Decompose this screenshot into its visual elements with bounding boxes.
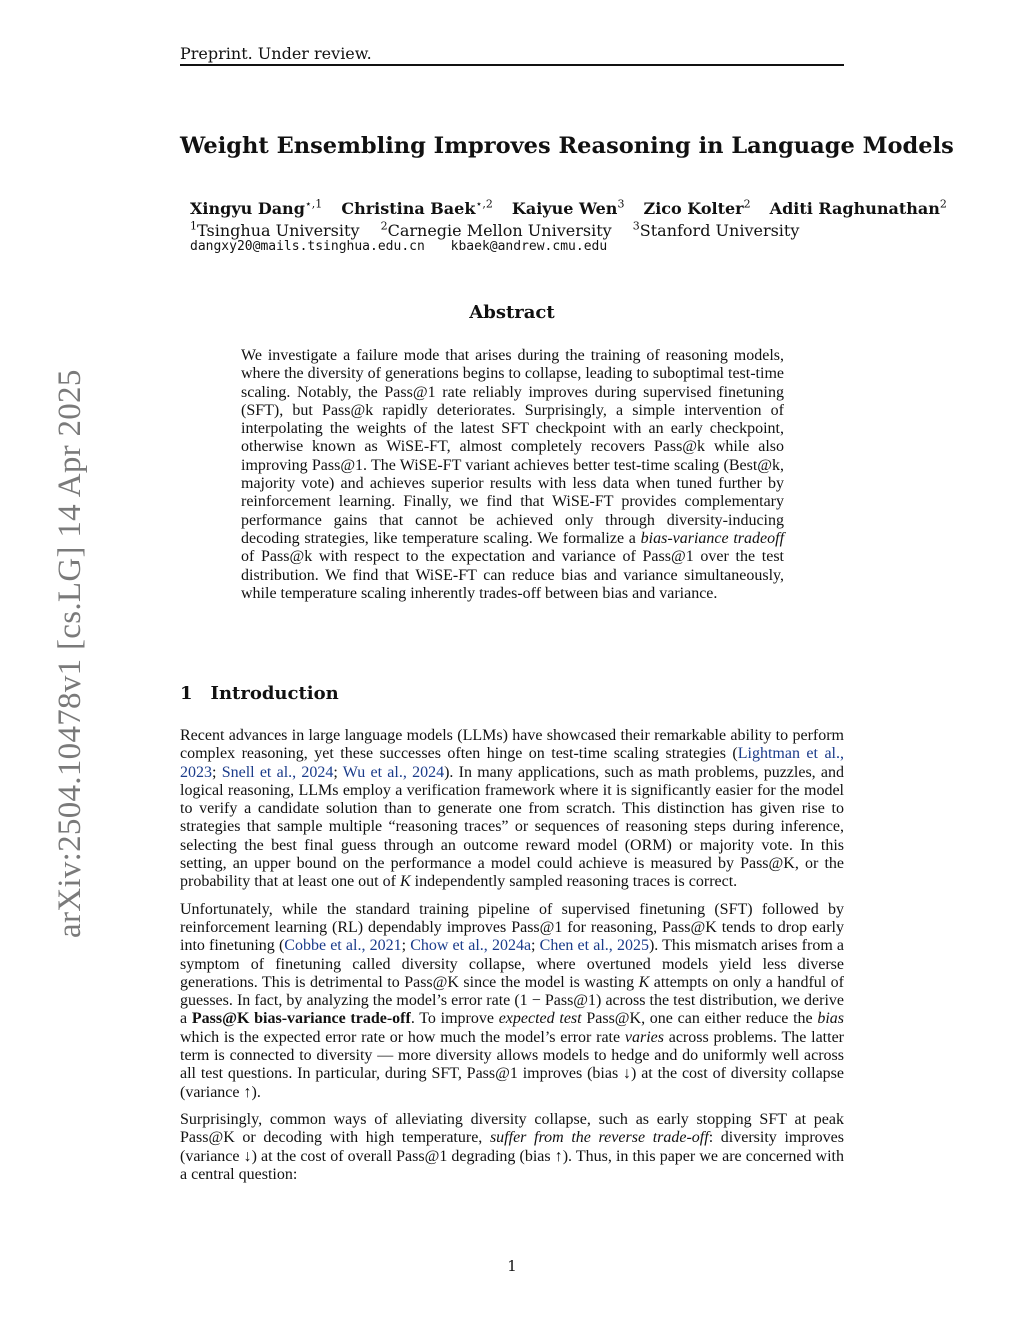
citation-link[interactable]: Cobbe et al., 2021 xyxy=(284,937,402,955)
paragraph: Surprisingly, common ways of alleviating diversity collapse, such as early stopping SFT at peak Pass@K or decoding with high temperature, suffer from the reverse trade-off: diversity improves (variance ↓) at the cost of overall Pass@1 degrading (bias ↑). Thus, in this paper we are concerned with a central question: xyxy=(180,1110,845,1183)
citation-link[interactable]: Snell et al., 2024 xyxy=(221,763,334,781)
section-heading-introduction: 1 Introduction xyxy=(180,683,339,704)
affiliation: $^3$Stanford University xyxy=(632,220,800,241)
email[interactable]: dangxy20@mails.tsinghua.edu.cn xyxy=(190,239,425,254)
header-rule xyxy=(180,64,844,66)
author-name: Kaiyue Wen$^3$ xyxy=(511,198,625,219)
citation-link[interactable]: Wu et al., 2024 xyxy=(342,763,445,781)
author-name: Aditi Raghunathan$^2$ xyxy=(769,198,947,219)
abstract-heading: Abstract xyxy=(469,302,555,323)
paragraph: Unfortunately, while the standard training pipeline of supervised finetuning (SFT) followed by reinforcement learning (RL) dependably improves Pass@1 for reasoning, Pass@K tends to drop early into finetuning (Cobbe et al., 2021; Chow et al., 2024a; Chen et al., 2025). This mismatch arises from a symptom of finetuning called diversity collapse, where overtuned models yield less diverse generations. This is detrimental to Pass@K since the model is wasting K attempts on only a handful of guesses. In fact, by analyzing the model’s error rate (1 − Pass@1) across the test distribution, we derive a Pass@K bias-variance trade-off. To improve expected test Pass@K, one can either reduce the bias which is the expected error rate or how much the model’s error rate varies across problems. The latter term is connected to diversity — more diversity allows models to hedge and do uniformly well across all test questions. In particular, during SFT, Pass@1 improves (bias ↓) at the cost of diversity collapse (variance ↑). xyxy=(180,900,845,1101)
email-list xyxy=(190,237,625,257)
abstract-text: We investigate a failure mode that arises during the training of reasoning models, where the diversity of generations begins to collapse, leading to suboptimal test-time scaling. Notably, the Pass@1 rate reliably improves during supervised finetuning (SFT), but Pass@k rapidly deteriorates. Surprisingly, a simple intervention of interpolating the weights of the latest SFT checkpoint with an early checkpoint, otherwise known as WiSE-FT, almost completely recovers Pass@k while also improving Pass@1. The WiSE-FT variant achieves better test-time scaling (Best@k, majority vote) and achieves superior results with less data when tuned further by reinforcement learning. Finally, we find that WiSE-FT provides complementary performance gains that cannot be achieved only through diversity-inducing decoding strategies, like temperature scaling. We formalize a bias-variance tradeoff of Pass@k with respect to the expectation and variance of Pass@1 over the test distribution. We find that WiSE-FT can reduce bias and variance simultaneously, while temperature scaling inherently trades-off between bias and variance. xyxy=(241,347,785,602)
affiliation: $^2$Carnegie Mellon University xyxy=(380,220,612,241)
page-number: 1 xyxy=(507,1257,517,1275)
author-name: Xingyu Dang$^{⋆,1}$ xyxy=(190,198,323,219)
citation-link[interactable]: Chow et al., 2024a xyxy=(410,937,532,955)
citation-link[interactable]: Lightman et al., 2023 xyxy=(180,745,844,781)
running-header: Preprint. Under review. xyxy=(180,44,372,63)
author-name: Christina Baek$^{⋆,2}$ xyxy=(341,198,493,219)
paragraph: Recent advances in large language models (LLMs) have showcased their remarkable ability to perform complex reasoning, yet these successes often hinge on test-time scaling strategies (Lightman et al., 2023; Snell et al., 2024; Wu et al., 2024). In many applications, such as math problems, puzzles, and logical reasoning, LLMs employ a verification framework where it is significantly easier for the model to verify a candidate solution than to generate one from scratch. This distinction has given rise to strategies that sample multiple “reasoning traces” or sequences of reasoning steps during inference, selecting the best final guess through an outcome reward model (ORM) or majority vote. In this setting, an upper bound on the performance a model could achieve is measured by Pass@K, or the probability that at least one out of K independently sampled reasoning traces is correct. xyxy=(180,727,845,891)
citation-link[interactable]: Chen et al., 2025 xyxy=(539,937,649,955)
paper-title: Weight Ensembling Improves Reasoning in Language Models xyxy=(180,133,954,159)
email[interactable]: kbaek@andrew.cmu.edu xyxy=(450,239,608,254)
introduction-body xyxy=(180,727,844,1193)
author-name: Zico Kolter$^2$ xyxy=(643,198,751,219)
arxiv-identifier[interactable]: arXiv:2504.10478v1 [cs.LG] 14 Apr 2025 xyxy=(52,369,88,938)
affiliation: $^1$Tsinghua University xyxy=(190,220,360,241)
